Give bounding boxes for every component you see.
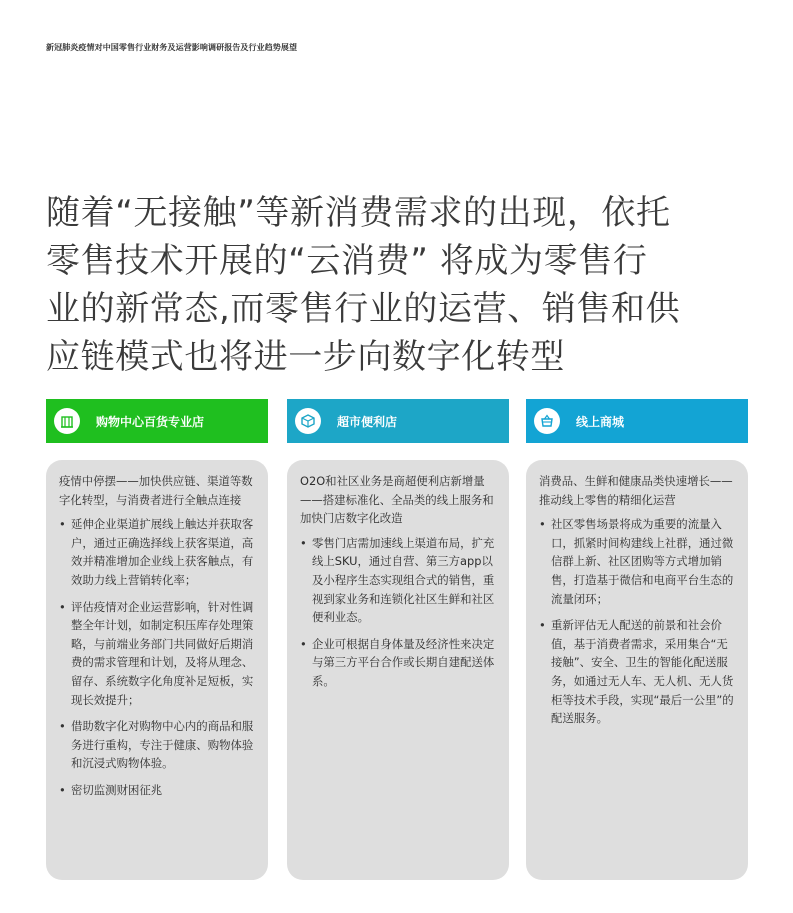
panel-intro: 疫情中停摆——加快供应链、渠道等数字化转型，与消费者进行全触点连接 [59, 474, 253, 507]
tab-supermarket [287, 399, 509, 443]
list-item: • 借助数字化对购物中心内的商品和服务进行重构，专注于健康、购物体验和沉浸式购物体验。 [59, 717, 255, 773]
headline [46, 189, 758, 381]
headline-line: 随着“无接触”等新消费需求的出现，依托 [46, 192, 671, 233]
headline-line: 业的新常态,而零售行业的运营、销售和供 [46, 288, 681, 329]
tab-label: 购物中心百货专业店 [96, 414, 205, 429]
tab-online-mall [526, 399, 748, 443]
tab-shopping-mall [46, 399, 268, 443]
headline-line: 应链模式也将进一步向数字化转型 [46, 336, 565, 377]
content-panel [46, 460, 268, 880]
building-icon [54, 408, 80, 434]
tab-label: 线上商城 [576, 414, 625, 429]
tab-label: 超市便利店 [337, 414, 398, 429]
list-item: • 评估疫情对企业运营影响，针对性调整全年计划，如制定积压库存处理策略，与前端业务部门共同做好后期消费的需求管理和计划，及将从理念、留存、系统数字化角度补足短板，实现长效提升； [59, 598, 255, 710]
bullet-list [539, 515, 735, 728]
headline-line: 零售技术开展的“云消费” 将成为零售行 [46, 240, 648, 281]
content-panel [287, 460, 509, 880]
panel-intro: O2O和社区业务是商超便利店新增量——搭建标准化、全品类的线上服务和加快门店数字化改造 [300, 474, 494, 526]
column-shopping-mall [46, 399, 268, 880]
bullet-list [300, 534, 496, 691]
cube-icon [295, 408, 321, 434]
content-panel [526, 460, 748, 880]
column-online-mall [526, 399, 748, 880]
basket-icon [534, 408, 560, 434]
list-item: • 社区零售场景将成为重要的流量入口，抓紧时间构建线上社群，通过微信群上新、社区团购等方式增加销售，打造基于微信和电商平台生态的流量闭环； [539, 515, 735, 608]
column-supermarket [287, 399, 509, 880]
list-item: • 延伸企业渠道扩展线上触达并获取客户，通过正确选择线上获客渠道，高效并精准增加企业线上获客触点，有效助力线上营销转化率； [59, 515, 255, 589]
panel-intro: 消费品、生鲜和健康品类快速增长——推动线上零售的精细化运营 [539, 474, 733, 507]
list-item: • 零售门店需加速线上渠道布局，扩充线上SKU，通过自营、第三方app以及小程序生态实现组合式的销售，重视到家业务和连锁化社区生鲜和社区便利业态。 [300, 534, 496, 627]
bullet-list [59, 515, 255, 799]
report-header-title: 新冠肺炎疫情对中国零售行业财务及运营影响调研报告及行业趋势展望 [46, 43, 298, 52]
list-item: • 重新评估无人配送的前景和社会价值，基于消费者需求，采用集合“无接触”、安全、卫生的智能化配送服务，如通过无人车、无人机、无人货柜等技术手段，实现“最后一公里”的配送服务。 [539, 616, 735, 728]
list-item: • 企业可根据自身体量及经济性来决定与第三方平台合作或长期自建配送体系。 [300, 635, 496, 691]
list-item: • 密切监测财困征兆 [59, 781, 255, 800]
